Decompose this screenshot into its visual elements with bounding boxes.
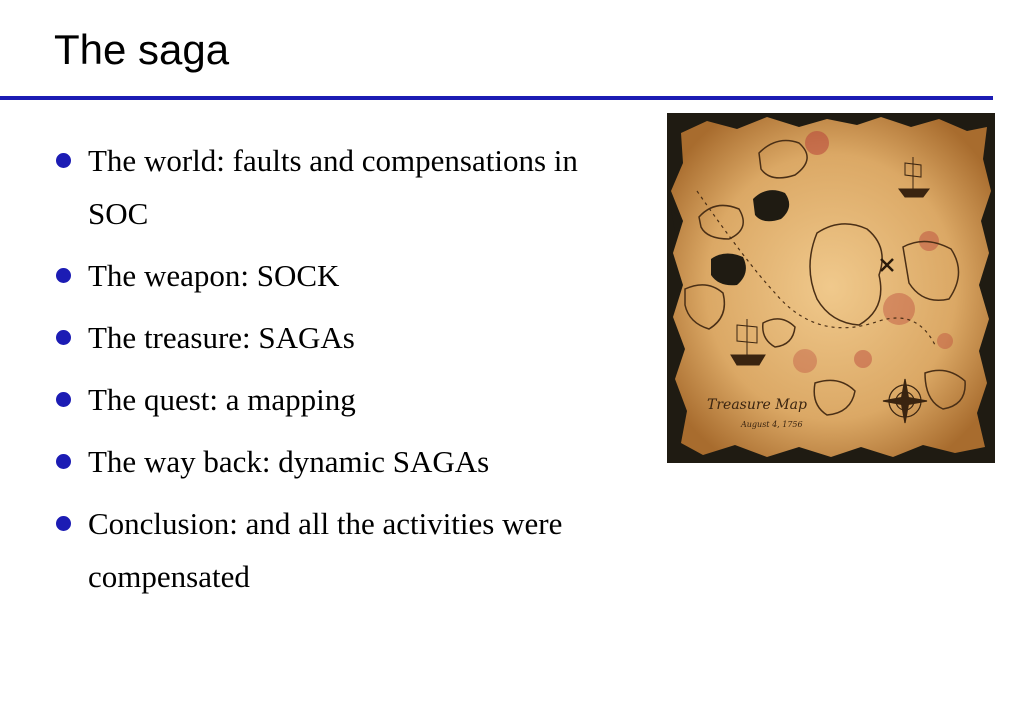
bullet-text: The quest: a mapping (88, 382, 356, 417)
treasure-map-image (667, 113, 995, 463)
map-caption: Treasure Map (707, 397, 807, 413)
map-date: August 4, 1756 (741, 420, 803, 429)
bullet-item (54, 249, 614, 302)
bullet-item (54, 134, 614, 240)
slide-title: The saga (54, 26, 230, 73)
bullet-dot-icon (56, 330, 71, 345)
bullet-list (54, 134, 614, 612)
bullet-item (54, 311, 614, 364)
bullet-dot-icon (56, 392, 71, 407)
title-divider (0, 96, 993, 100)
bullet-text: The treasure: SAGAs (88, 320, 355, 355)
bullet-item (54, 373, 614, 426)
bullet-dot-icon (56, 153, 71, 168)
bullet-dot-icon (56, 268, 71, 283)
bullet-text: The world: faults and compensations in SOC (88, 143, 578, 231)
bullet-dot-icon (56, 516, 71, 531)
bullet-text: The way back: dynamic SAGAs (88, 444, 490, 479)
bullet-item (54, 497, 614, 603)
bullet-text: The weapon: SOCK (88, 258, 340, 293)
bullet-dot-icon (56, 454, 71, 469)
bullet-item (54, 435, 614, 488)
bullet-text: Conclusion: and all the activities were compensated (88, 506, 563, 594)
